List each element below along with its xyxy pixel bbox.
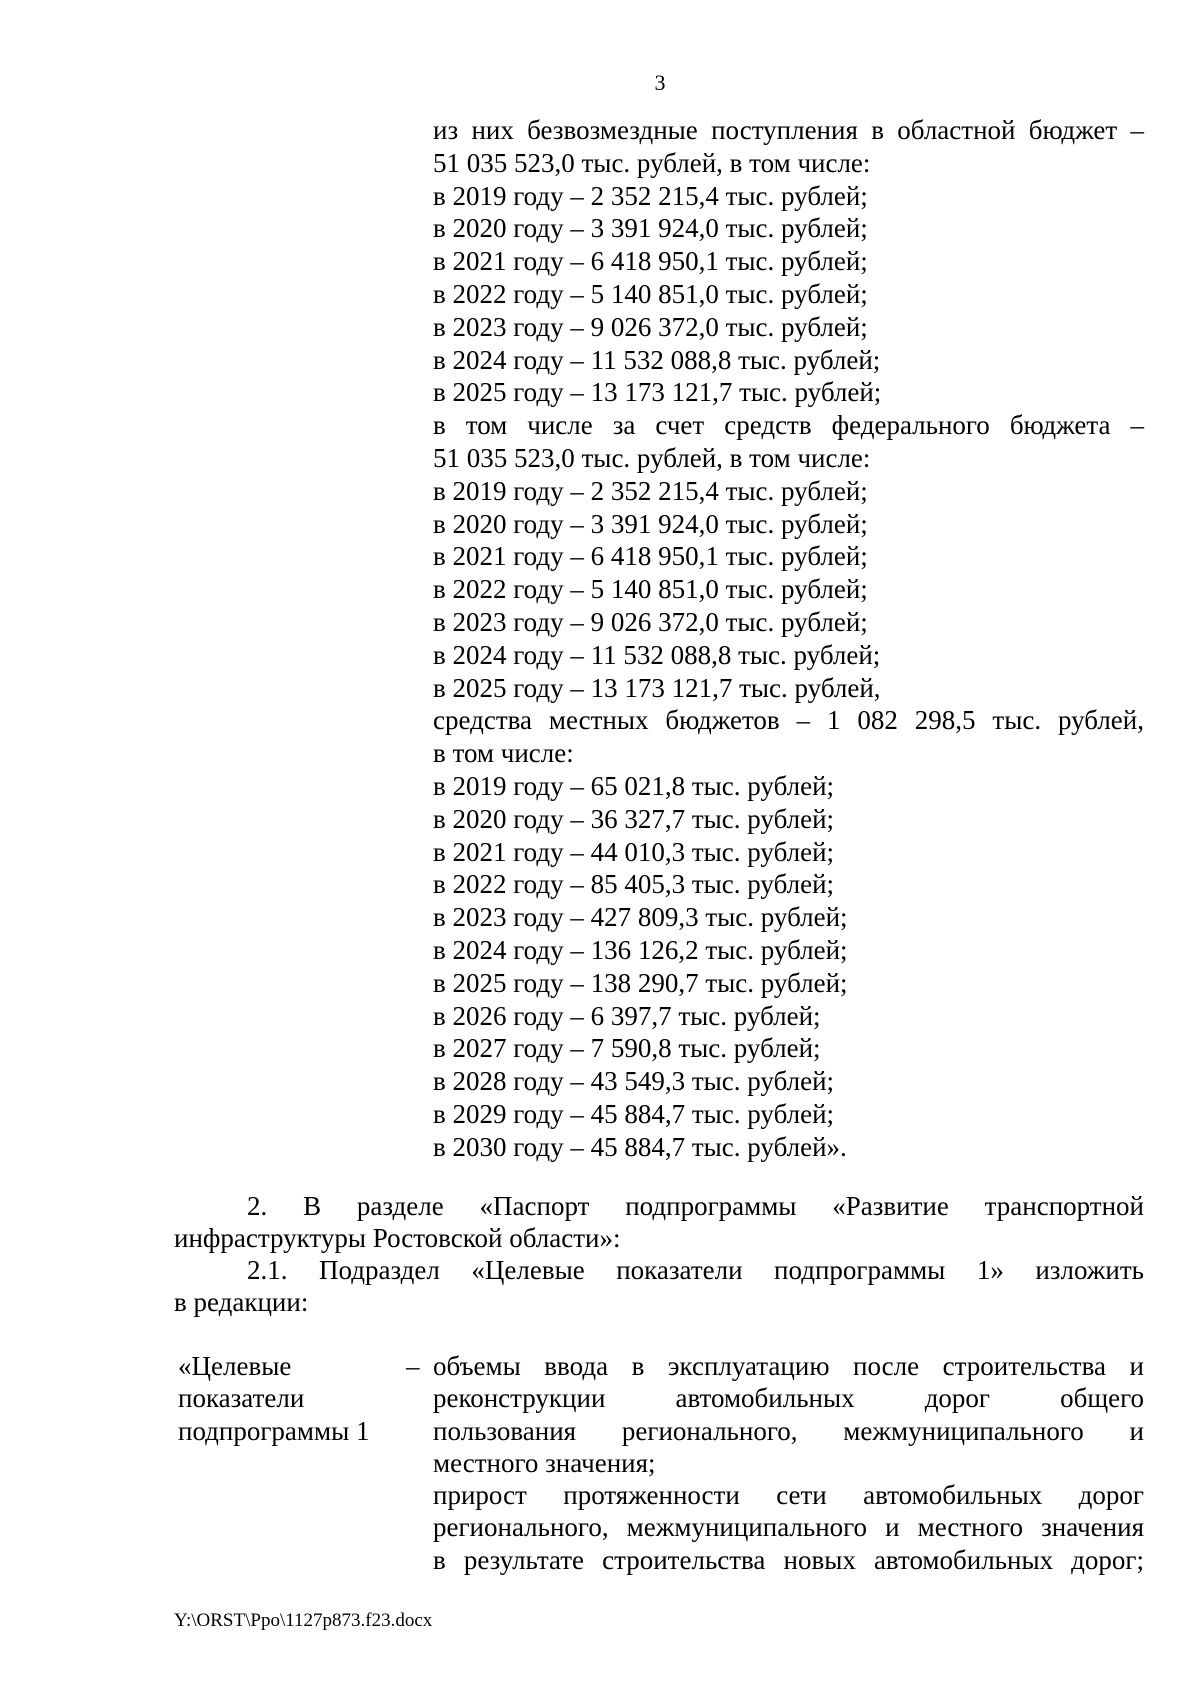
budget-line: из них безвозмездные поступления в областной бюджет – — [433, 115, 1144, 145]
budget-line: в 2022 году – 5 140 851,0 тыс. рублей; — [433, 574, 868, 605]
budget-line: в 2024 году – 11 532 088,8 тыс. рублей; — [433, 639, 881, 670]
budget-line: в 2019 году – 2 352 215,4 тыс. рублей; — [433, 180, 868, 211]
budget-line: в 2022 году – 85 405,3 тыс. рублей; — [433, 869, 835, 900]
indicator-line: прирост протяженности сети автомобильных дорог — [433, 1480, 1144, 1511]
budget-line: в 2027 году – 7 590,8 тыс. рублей; — [433, 1033, 821, 1064]
budget-breakdown — [433, 114, 1144, 1164]
budget-line: в 2024 году – 136 126,2 тыс. рублей; — [433, 934, 848, 965]
indicator-line: реконструкции автомобильных дорог общего — [433, 1383, 1144, 1414]
budget-line: в 2020 году – 3 391 924,0 тыс. рублей; — [433, 213, 868, 244]
label-line: показатели — [178, 1383, 305, 1414]
budget-line: в 2019 году – 65 021,8 тыс. рублей; — [433, 770, 835, 801]
budget-line: 51 035 523,0 тыс. рублей, в том числе: — [433, 147, 871, 178]
file-path-footer: Y:\ORST\Ppo\1127p873.f23.docx — [174, 1610, 433, 1631]
indicator-line: местного значения; — [433, 1447, 656, 1478]
indicators-label — [178, 1350, 398, 1447]
indicator-line: регионального, межмуниципального и местного значения — [433, 1512, 1144, 1543]
budget-line: в 2021 году – 6 418 950,1 тыс. рублей; — [433, 246, 868, 277]
budget-line: в 2022 году – 5 140 851,0 тыс. рублей; — [433, 278, 868, 309]
paragraph-line: 2. В разделе «Паспорт подпрограммы «Развитие транспортной — [247, 1191, 1144, 1221]
budget-line: средства местных бюджетов – 1 082 298,5 тыс. рублей, — [433, 705, 1144, 736]
paragraph-line: 2.1. Подраздел «Целевые показатели подпрограммы 1» изложить — [247, 1255, 1144, 1285]
indicator-line: в результате строительства новых автомобильных дорог; — [433, 1544, 1144, 1575]
paragraph-line: инфраструктуры Ростовской области»: — [174, 1223, 621, 1253]
label-line: «Целевые — [178, 1351, 292, 1381]
budget-line: в 2024 году – 11 532 088,8 тыс. рублей; — [433, 344, 881, 375]
indicator-line: пользования регионального, межмуниципального и — [433, 1415, 1144, 1446]
budget-line: в том числе за счет средств федерального бюджета – — [433, 410, 1144, 441]
budget-line: в 2028 году – 43 549,3 тыс. рублей; — [433, 1066, 835, 1097]
budget-line: 51 035 523,0 тыс. рублей, в том числе: — [433, 442, 871, 473]
paragraph-line: в редакции: — [174, 1287, 309, 1317]
budget-line: в 2019 году – 2 352 215,4 тыс. рублей; — [433, 475, 868, 506]
budget-line: в 2029 году – 45 884,7 тыс. рублей; — [433, 1098, 835, 1129]
budget-line: в том числе: — [433, 738, 574, 769]
page-number: 3 — [654, 70, 666, 95]
section-2-paragraph — [174, 1190, 1144, 1318]
budget-line: в 2023 году – 427 809,3 тыс. рублей; — [433, 902, 848, 933]
budget-line: в 2023 году – 9 026 372,0 тыс. рублей; — [433, 606, 868, 637]
budget-line: в 2020 году – 3 391 924,0 тыс. рублей; — [433, 508, 868, 539]
budget-line: в 2025 году – 13 173 121,7 тыс. рублей, — [433, 672, 881, 703]
budget-line: в 2021 году – 44 010,3 тыс. рублей; — [433, 836, 835, 867]
budget-line: в 2021 году – 6 418 950,1 тыс. рублей; — [433, 541, 868, 572]
indicators-dash: – — [406, 1351, 420, 1381]
budget-line: в 2025 году – 13 173 121,7 тыс. рублей; — [433, 377, 882, 408]
budget-line: в 2030 году – 45 884,7 тыс. рублей». — [433, 1131, 847, 1162]
budget-line: в 2023 году – 9 026 372,0 тыс. рублей; — [433, 311, 868, 342]
budget-line: в 2026 году – 6 397,7 тыс. рублей; — [433, 1000, 821, 1031]
indicators-text — [433, 1350, 1144, 1576]
budget-line: в 2020 году – 36 327,7 тыс. рублей; — [433, 803, 835, 834]
budget-line: в 2025 году – 138 290,7 тыс. рублей; — [433, 967, 848, 998]
indicator-line: объемы ввода в эксплуатацию после строительства и — [433, 1351, 1144, 1381]
label-line: подпрограммы 1 — [178, 1415, 370, 1446]
